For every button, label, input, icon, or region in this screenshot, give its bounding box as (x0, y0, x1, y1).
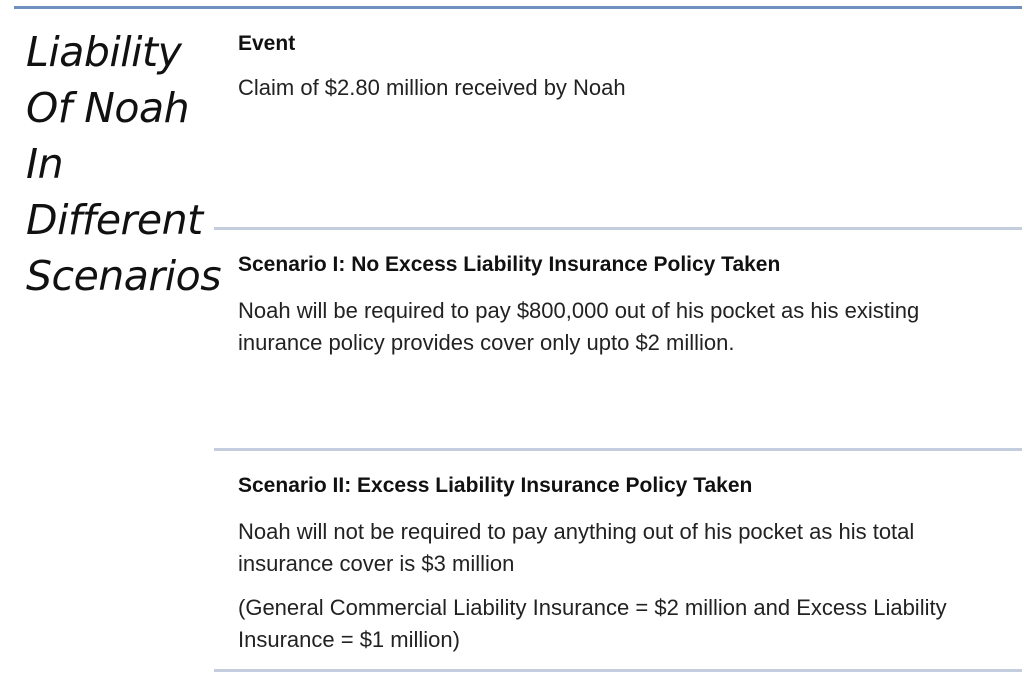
section-divider (214, 448, 1022, 451)
side-title-line: Different (26, 196, 203, 244)
scenario-one-text: Noah will be required to pay $800,000 out of his pocket as his existing inurance policy provides cover only upto $2 million. (238, 298, 920, 355)
side-title-line: In (26, 140, 64, 188)
top-rule (14, 6, 1022, 9)
scenario-two-text: Noah will not be required to pay anything out of his pocket as his total insurance cover is $3 million (238, 519, 915, 576)
scenario-two-section (238, 472, 1008, 656)
side-title-line: Scenarios (26, 252, 222, 300)
side-title (26, 24, 222, 304)
side-title-line: Of Noah (26, 84, 190, 132)
scenario-one-heading: Scenario I: No Excess Liability Insurance Policy Taken (238, 253, 781, 276)
section-divider (214, 227, 1022, 230)
side-title-line: Liability (26, 28, 182, 76)
scenario-two-note: (General Commercial Liability Insurance = $2 million and Excess Liability Insurance = $1 million) (238, 595, 947, 652)
scenario-one-section (238, 251, 1008, 359)
event-heading: Event (238, 32, 296, 55)
event-section (238, 30, 1008, 104)
event-text: Claim of $2.80 million received by Noah (238, 75, 626, 100)
section-divider (214, 669, 1022, 672)
scenario-two-heading: Scenario II: Excess Liability Insurance Policy Taken (238, 474, 753, 497)
